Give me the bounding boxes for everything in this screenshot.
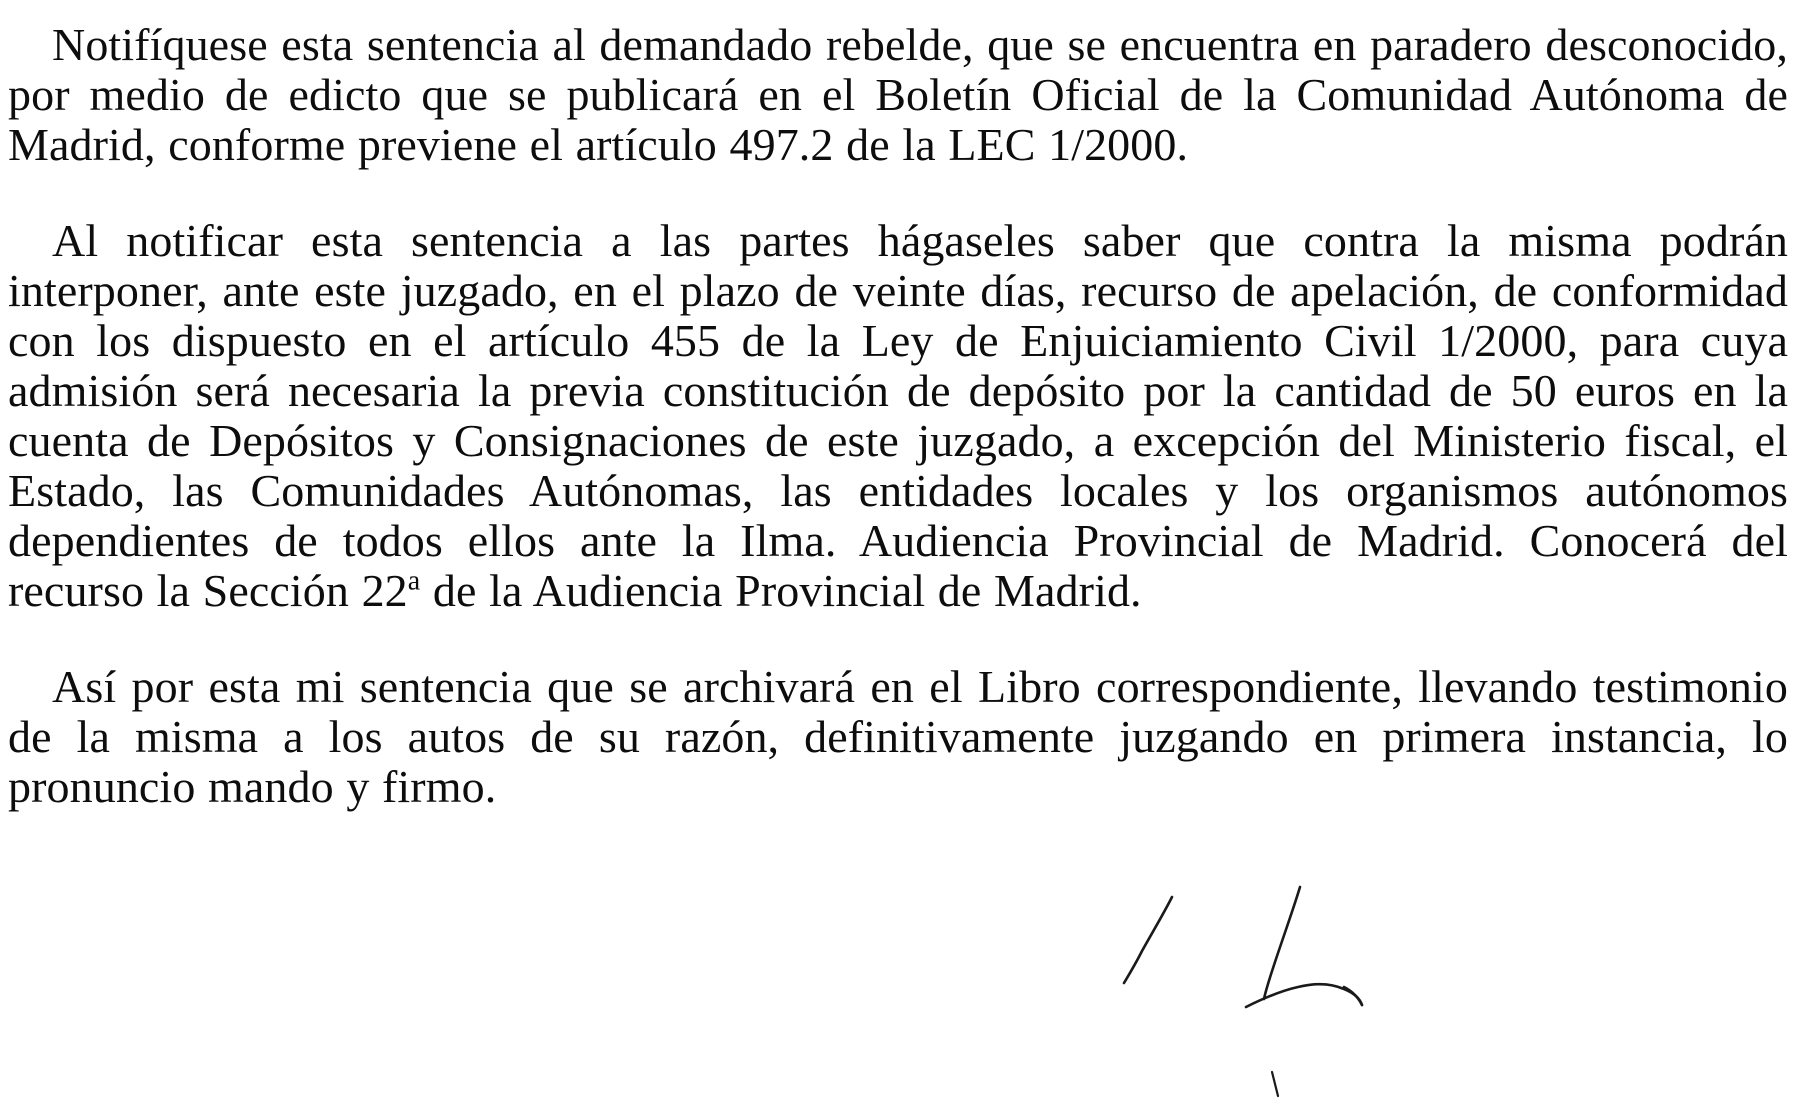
paragraph-appeal-ordinal-marker: a (407, 565, 421, 597)
paragraph-notification-text: Notifíquese esta sentencia al demandado rebelde, que se encuentra en paradero desconocido, por medio de edicto que se publicará en el Boletín Oficial de la Comunidad Autónoma de Madrid, conforme previene el artículo 497.2 de la LEC 1/2000. (8, 19, 1788, 170)
handwritten-stroke-left-icon (1120, 895, 1190, 985)
paragraph-closing (8, 662, 1788, 812)
paragraph-notification (8, 20, 1788, 170)
handwritten-stroke-bottom-icon (1248, 1072, 1308, 1098)
document-text-body (8, 20, 1788, 812)
paragraph-appeal (8, 216, 1788, 616)
handwritten-stroke-right-icon (1240, 885, 1380, 1015)
paragraph-appeal-text-part2: de la Audiencia Provincial de Madrid. (420, 565, 1142, 616)
paragraph-appeal-text-part1: Al notificar esta sentencia a las partes hágaseles saber que contra la misma podrán interponer, ante este juzgado, en el plazo de veinte días, recurso de apelación, de conformidad con los dispuesto en el artículo 455 de la Ley de Enjuiciamiento Civil 1/2000, para cuya admisión será necesaria la previa constitución de depósito por la cantidad de 50 euros en la cuenta de Depósitos y Consignaciones de este juzgado, a excepción del Ministerio fiscal, el Estado, las Comunidades Autónomas, las entidades locales y los organismos autónomos dependientes de todos ellos ante la Ilma. Audiencia Provincial de Madrid. Conocerá del recurso la Sección 22 (8, 215, 1788, 616)
paragraph-closing-text: Así por esta mi sentencia que se archivará en el Libro correspondiente, llevando testimonio de la misma a los autos de su razón, definitivamente juzgando en primera instancia, lo pronuncio mando y firmo. (8, 661, 1788, 812)
